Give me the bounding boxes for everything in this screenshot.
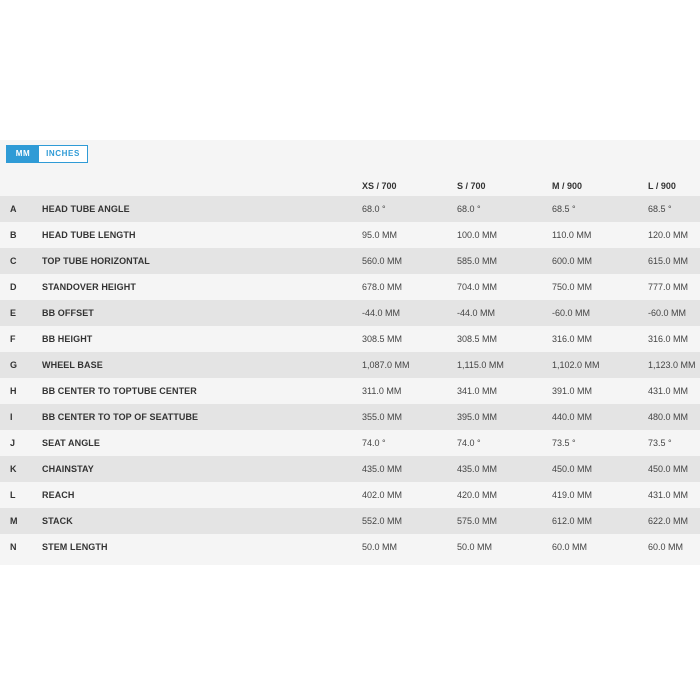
row-value: 622.0 MM [648, 516, 689, 526]
row-label: HEAD TUBE ANGLE [42, 204, 130, 214]
row-value: -44.0 MM [362, 308, 401, 318]
row-value: 100.0 MM [457, 230, 498, 240]
row-value: 391.0 MM [552, 386, 593, 396]
row-letter: E [10, 308, 17, 318]
row-value: 419.0 MM [552, 490, 593, 500]
row-letter: N [10, 542, 17, 552]
geometry-panel [0, 140, 700, 565]
table-row [0, 352, 700, 378]
row-label: STACK [42, 516, 73, 526]
row-value: 450.0 MM [552, 464, 593, 474]
row-value: -44.0 MM [457, 308, 496, 318]
row-value: 341.0 MM [457, 386, 498, 396]
row-value: 435.0 MM [362, 464, 403, 474]
row-value: 777.0 MM [648, 282, 689, 292]
row-value: 50.0 MM [457, 542, 493, 552]
row-value: 1,123.0 MM [648, 360, 696, 370]
row-value: 440.0 MM [552, 412, 593, 422]
row-value: 308.5 MM [362, 334, 403, 344]
row-label: BB HEIGHT [42, 334, 93, 344]
row-value: 68.5 ° [552, 204, 576, 214]
table-row [0, 456, 700, 482]
row-value: 308.5 MM [457, 334, 498, 344]
row-value: 68.0 ° [457, 204, 481, 214]
row-letter: M [10, 516, 18, 526]
row-value: 50.0 MM [362, 542, 398, 552]
row-value: 95.0 MM [362, 230, 398, 240]
row-value: -60.0 MM [552, 308, 591, 318]
row-value: 678.0 MM [362, 282, 403, 292]
row-value: 615.0 MM [648, 256, 689, 266]
row-label: WHEEL BASE [42, 360, 103, 370]
table-row [0, 404, 700, 430]
table-row [0, 378, 700, 404]
row-letter: L [10, 490, 16, 500]
row-value: 480.0 MM [648, 412, 689, 422]
row-letter: G [10, 360, 18, 370]
row-value: 431.0 MM [648, 386, 689, 396]
row-value: 316.0 MM [552, 334, 593, 344]
row-label: REACH [42, 490, 75, 500]
mm-unit-button[interactable]: MM [7, 146, 39, 162]
row-value: 1,115.0 MM [457, 360, 504, 370]
row-value: 74.0 ° [457, 438, 481, 448]
row-value: 575.0 MM [457, 516, 498, 526]
table-row [0, 196, 700, 222]
row-value: -60.0 MM [648, 308, 687, 318]
row-value: 311.0 MM [362, 386, 402, 396]
row-letter: C [10, 256, 17, 266]
row-label: BB CENTER TO TOP OF SEATTUBE [42, 412, 199, 422]
column-header-xs-700: XS / 700 [362, 181, 397, 191]
row-value: 600.0 MM [552, 256, 593, 266]
row-value: 435.0 MM [457, 464, 498, 474]
row-letter: K [10, 464, 17, 474]
row-value: 73.5 ° [552, 438, 576, 448]
row-value: 110.0 MM [552, 230, 592, 240]
table-row [0, 508, 700, 534]
table-body [0, 196, 700, 560]
row-value: 395.0 MM [457, 412, 498, 422]
row-label: SEAT ANGLE [42, 438, 101, 448]
row-value: 120.0 MM [648, 230, 689, 240]
row-value: 560.0 MM [362, 256, 403, 266]
table-row [0, 274, 700, 300]
row-value: 60.0 MM [552, 542, 588, 552]
row-label: TOP TUBE HORIZONTAL [42, 256, 150, 266]
table-row [0, 248, 700, 274]
row-value: 431.0 MM [648, 490, 689, 500]
row-label: BB OFFSET [42, 308, 94, 318]
table-header-row [0, 178, 700, 196]
row-letter: J [10, 438, 16, 448]
column-header-s-700: S / 700 [457, 181, 486, 191]
row-value: 420.0 MM [457, 490, 498, 500]
row-letter: A [10, 204, 17, 214]
row-value: 74.0 ° [362, 438, 386, 448]
geometry-table [0, 178, 700, 560]
row-value: 73.5 ° [648, 438, 672, 448]
row-value: 552.0 MM [362, 516, 403, 526]
table-row [0, 482, 700, 508]
row-value: 355.0 MM [362, 412, 403, 422]
row-value: 316.0 MM [648, 334, 689, 344]
row-value: 1,087.0 MM [362, 360, 410, 370]
row-value: 750.0 MM [552, 282, 593, 292]
row-label: STEM LENGTH [42, 542, 108, 552]
row-letter: F [10, 334, 16, 344]
row-value: 1,102.0 MM [552, 360, 600, 370]
column-header-l-900: L / 900 [648, 181, 676, 191]
row-value: 450.0 MM [648, 464, 689, 474]
row-label: HEAD TUBE LENGTH [42, 230, 136, 240]
row-label: STANDOVER HEIGHT [42, 282, 136, 292]
row-value: 68.0 ° [362, 204, 386, 214]
table-row [0, 326, 700, 352]
column-header-m-900: M / 900 [552, 181, 583, 191]
row-value: 585.0 MM [457, 256, 498, 266]
row-letter: I [10, 412, 13, 422]
row-label: CHAINSTAY [42, 464, 94, 474]
row-letter: B [10, 230, 17, 240]
row-value: 60.0 MM [648, 542, 684, 552]
table-row [0, 222, 700, 248]
row-letter: D [10, 282, 17, 292]
row-letter: H [10, 386, 17, 396]
table-row [0, 534, 700, 560]
unit-toggle [6, 145, 88, 163]
table-row [0, 300, 700, 326]
row-value: 612.0 MM [552, 516, 593, 526]
row-value: 704.0 MM [457, 282, 498, 292]
inches-unit-button[interactable]: INCHES [39, 146, 87, 162]
row-value: 68.5 ° [648, 204, 672, 214]
row-value: 402.0 MM [362, 490, 403, 500]
table-row [0, 430, 700, 456]
row-label: BB CENTER TO TOPTUBE CENTER [42, 386, 197, 396]
